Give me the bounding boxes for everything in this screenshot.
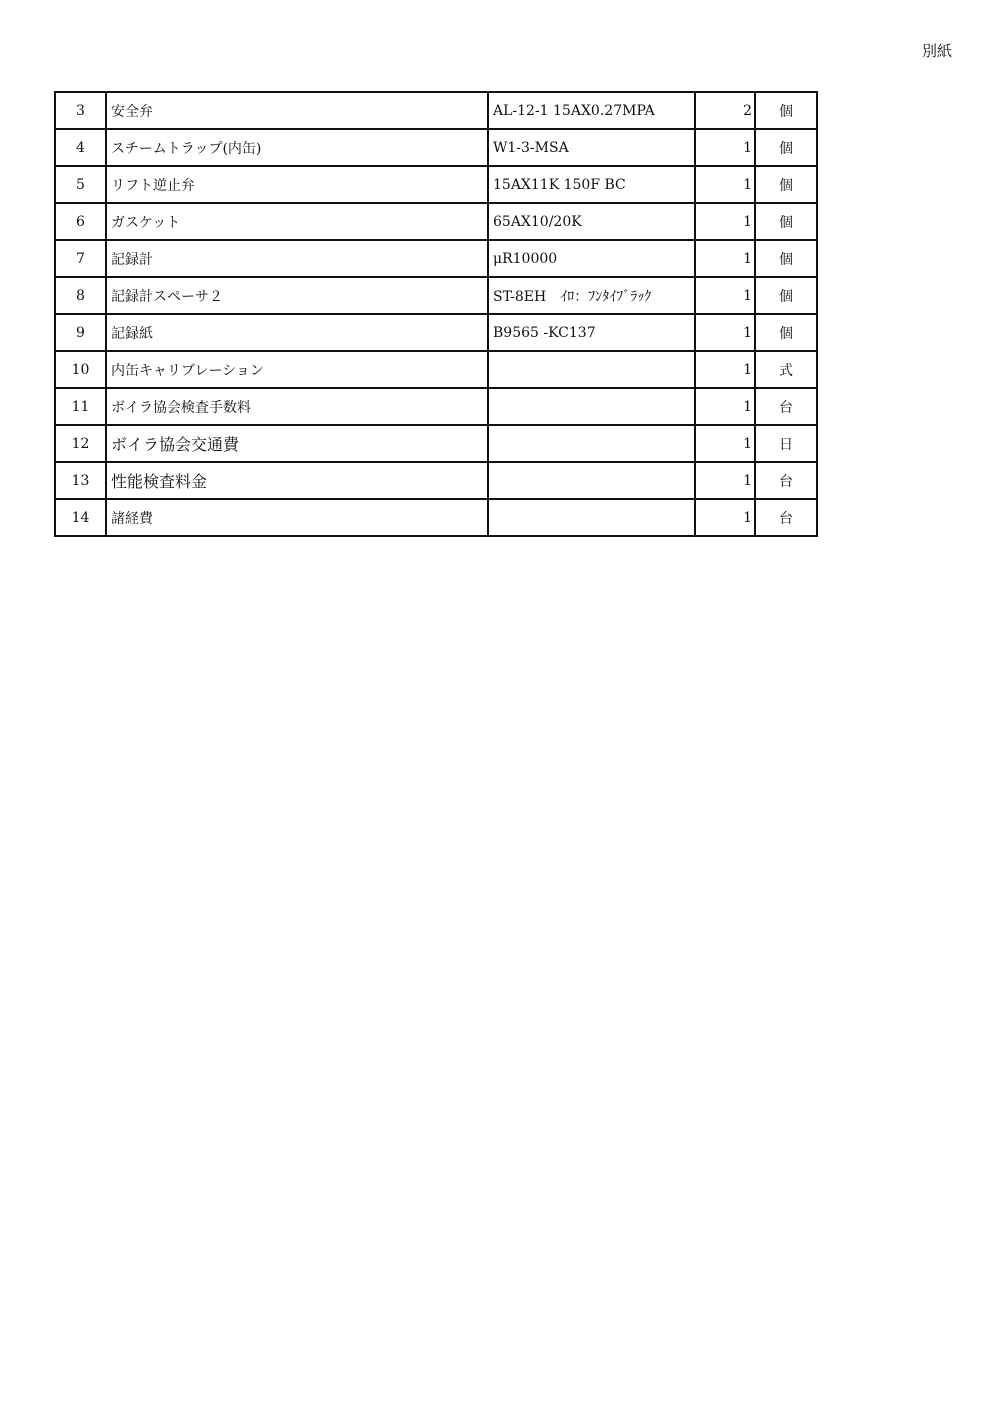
table-row [55, 499, 817, 536]
item-quantity: 1 [695, 277, 755, 314]
item-spec [488, 425, 695, 462]
item-spec [488, 462, 695, 499]
item-quantity: 1 [695, 314, 755, 351]
item-spec: W1-3-MSA [488, 129, 695, 166]
table-row [55, 277, 817, 314]
item-number: 13 [55, 462, 106, 499]
item-unit: 個 [755, 314, 817, 351]
table-row [55, 425, 817, 462]
item-name: リフト逆止弁 [106, 166, 488, 203]
item-number: 8 [55, 277, 106, 314]
item-spec: 15AX11K 150F BC [488, 166, 695, 203]
table-row [55, 203, 817, 240]
item-unit: 台 [755, 499, 817, 536]
item-spec: 65AX10/20K [488, 203, 695, 240]
item-spec [488, 388, 695, 425]
item-unit: 個 [755, 240, 817, 277]
item-number: 5 [55, 166, 106, 203]
item-unit: 個 [755, 166, 817, 203]
item-name: 安全弁 [106, 92, 488, 129]
items-table [54, 91, 818, 537]
item-unit: 式 [755, 351, 817, 388]
item-number: 10 [55, 351, 106, 388]
item-number: 3 [55, 92, 106, 129]
item-name: 記録計 [106, 240, 488, 277]
table-row [55, 129, 817, 166]
item-unit: 個 [755, 203, 817, 240]
table-row [55, 240, 817, 277]
table-row [55, 351, 817, 388]
item-unit: 日 [755, 425, 817, 462]
item-name: 性能検査料金 [106, 462, 488, 499]
item-unit: 個 [755, 277, 817, 314]
item-quantity: 1 [695, 129, 755, 166]
item-quantity: 1 [695, 351, 755, 388]
item-number: 9 [55, 314, 106, 351]
item-quantity: 1 [695, 499, 755, 536]
item-name: 記録紙 [106, 314, 488, 351]
item-spec [488, 351, 695, 388]
item-number: 7 [55, 240, 106, 277]
table-row [55, 92, 817, 129]
item-name: 記録計スペーサ２ [106, 277, 488, 314]
item-unit: 個 [755, 129, 817, 166]
item-name: ボイラ協会検査手数料 [106, 388, 488, 425]
table-row [55, 388, 817, 425]
item-quantity: 2 [695, 92, 755, 129]
item-quantity: 1 [695, 166, 755, 203]
item-unit: 台 [755, 462, 817, 499]
item-name: ガスケット [106, 203, 488, 240]
item-quantity: 1 [695, 240, 755, 277]
item-unit: 個 [755, 92, 817, 129]
item-quantity: 1 [695, 425, 755, 462]
item-number: 11 [55, 388, 106, 425]
item-number: 4 [55, 129, 106, 166]
item-number: 6 [55, 203, 106, 240]
item-name: 内缶キャリブレーション [106, 351, 488, 388]
item-name: 諸経費 [106, 499, 488, 536]
item-number: 12 [55, 425, 106, 462]
item-spec: ST-8EH ｲﾛ：ﾌﾝﾀｲﾌﾞﾗｯｸ [488, 277, 695, 314]
item-quantity: 1 [695, 462, 755, 499]
item-unit: 台 [755, 388, 817, 425]
item-spec: B9565 -KC137 [488, 314, 695, 351]
item-name: ボイラ協会交通費 [106, 425, 488, 462]
table-row [55, 462, 817, 499]
item-spec: AL-12-1 15AX0.27MPA [488, 92, 695, 129]
item-name: スチームトラップ(内缶) [106, 129, 488, 166]
table-row [55, 314, 817, 351]
item-quantity: 1 [695, 388, 755, 425]
table-row [55, 166, 817, 203]
attachment-label: 別紙 [921, 42, 952, 60]
item-quantity: 1 [695, 203, 755, 240]
item-number: 14 [55, 499, 106, 536]
item-spec [488, 499, 695, 536]
item-spec: μR10000 [488, 240, 695, 277]
